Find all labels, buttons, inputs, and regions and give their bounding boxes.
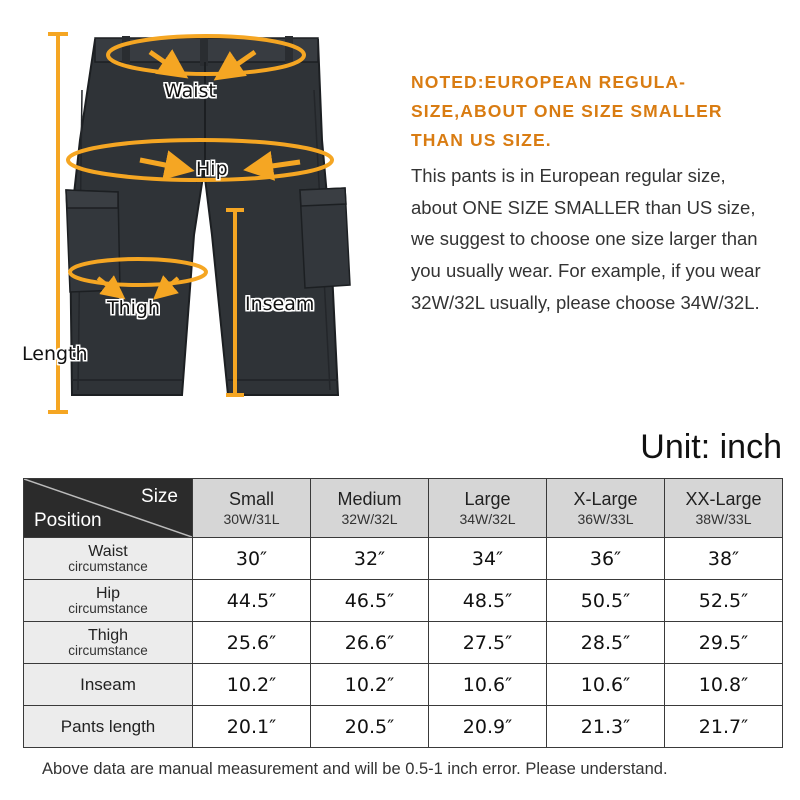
row-label-sub: circumstance [68, 642, 148, 658]
sizing-advice-text: This pants is in European regular size, about ONE SIZE SMALLER than US size, we suggest to choose one size larger than you usually wear. For example, if you wear 32W/32L usually, please choose 34W/32L. [411, 165, 761, 313]
size-col-medium [311, 479, 429, 538]
table-cell: 46.5″ [311, 580, 429, 622]
corner-position-label: Position [34, 510, 102, 531]
table-cell: 10.2″ [311, 664, 429, 706]
size-col-small [193, 479, 311, 538]
size-code: 30W/31L [223, 510, 280, 527]
table-cell: 21.3″ [547, 706, 665, 748]
table-cell: 52.5″ [665, 580, 783, 622]
size-code: 38W/33L [695, 510, 752, 527]
size-col-x-large [547, 479, 665, 538]
table-cell: 20.1″ [193, 706, 311, 748]
size-name: Medium [337, 488, 402, 509]
length-label: Length [22, 343, 88, 365]
size-header-row [24, 479, 783, 538]
row-label-main: Thigh [87, 626, 129, 644]
table-row-inseam [24, 664, 783, 706]
hip-label: Hip [196, 158, 228, 180]
table-cell: 10.6″ [429, 664, 547, 706]
measurement-illustration [0, 0, 400, 420]
table-cell: 20.5″ [311, 706, 429, 748]
row-label-hip [24, 580, 193, 622]
table-cell: 36″ [547, 538, 665, 580]
table-cell: 50.5″ [547, 580, 665, 622]
inseam-label: Inseam [245, 293, 315, 315]
row-label-main: Waist [88, 542, 128, 560]
table-cell: 29.5″ [665, 622, 783, 664]
size-code: 34W/32L [459, 510, 516, 527]
table-cell: 10.2″ [193, 664, 311, 706]
table-row-waist [24, 538, 783, 580]
measurement-disclaimer: Above data are manual measurement and will be 0.5-1 inch error. Please understand. [42, 760, 668, 778]
row-label-inseam [24, 664, 193, 706]
row-label-pants-length [24, 706, 193, 748]
table-cell: 27.5″ [429, 622, 547, 664]
table-cell: 28.5″ [547, 622, 665, 664]
table-cell: 20.9″ [429, 706, 547, 748]
size-col-large [429, 479, 547, 538]
table-cell: 10.8″ [665, 664, 783, 706]
size-col-xx-large [665, 479, 783, 538]
waist-label: Waist [164, 80, 216, 102]
table-cell: 25.6″ [193, 622, 311, 664]
row-label-sub: circumstance [68, 600, 148, 616]
size-name: Small [228, 488, 274, 509]
size-chart-table [23, 478, 783, 748]
table-row-pants-length [24, 706, 783, 748]
row-label-main: Hip [95, 584, 120, 602]
size-code: 36W/33L [577, 510, 634, 527]
sizing-warning-title: NOTED:EUROPEAN REGULA-SIZE,ABOUT ONE SIZE SMALLER THAN US SIZE. [411, 72, 723, 150]
row-label-main: Pants length [60, 716, 156, 736]
thigh-label: Thigh [107, 297, 161, 319]
size-name: Large [464, 488, 511, 509]
table-cell: 32″ [311, 538, 429, 580]
table-row-hip [24, 580, 783, 622]
table-cell: 44.5″ [193, 580, 311, 622]
row-label-main: Inseam [80, 674, 136, 694]
table-cell: 10.6″ [547, 664, 665, 706]
table-cell: 21.7″ [665, 706, 783, 748]
table-cell: 26.6″ [311, 622, 429, 664]
size-code: 32W/32L [341, 510, 398, 527]
table-row-thigh [24, 622, 783, 664]
corner-size-label: Size [141, 486, 178, 507]
table-cell: 34″ [429, 538, 547, 580]
unit-label: Unit: inch [640, 428, 782, 466]
row-label-waist [24, 538, 193, 580]
table-cell: 48.5″ [429, 580, 547, 622]
table-cell: 38″ [665, 538, 783, 580]
table-corner-cell [24, 479, 193, 538]
table-cell: 30″ [193, 538, 311, 580]
row-label-sub: circumstance [68, 558, 148, 574]
size-name: X-Large [573, 488, 638, 509]
size-name: XX-Large [685, 488, 762, 509]
row-label-thigh [24, 622, 193, 664]
